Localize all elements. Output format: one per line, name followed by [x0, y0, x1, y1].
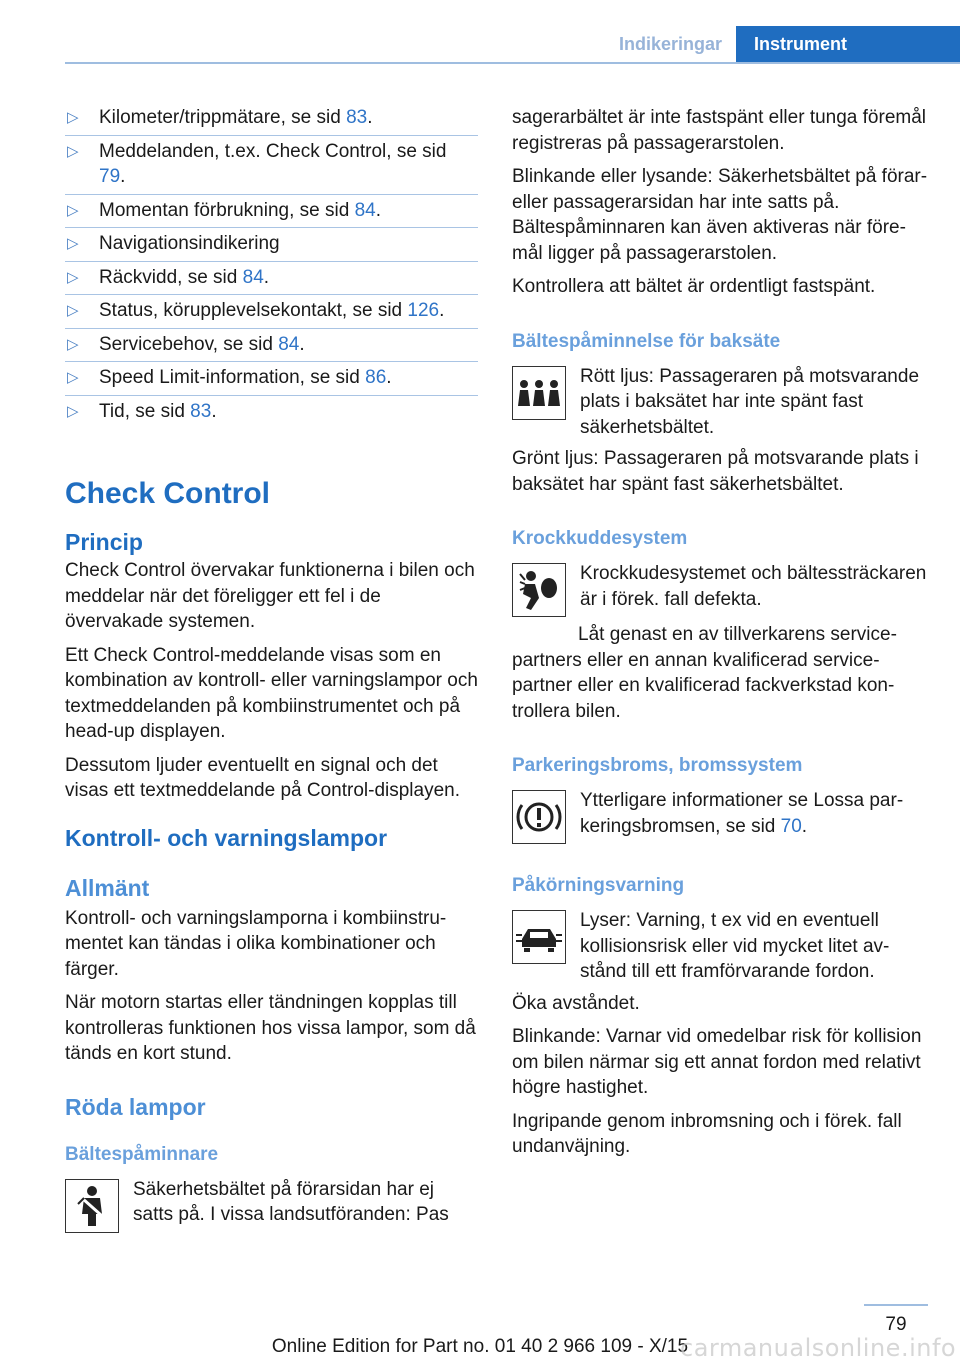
triangle-bullet-icon: ▷	[67, 302, 79, 319]
page-link[interactable]: 79	[99, 166, 121, 187]
collision-paragraph-4: Ingripande genom inbromsning och i förek. fall undanväjning.	[512, 1110, 902, 1157]
list-item: ▷ Kilometer/trippmätare, se sid 83.	[65, 102, 478, 136]
chapter-title: Check Control	[65, 477, 271, 510]
belt-reminder-heading: Bältespåminnare	[65, 1143, 219, 1165]
list-item: ▷ Momentan förbrukning, se sid 84.	[65, 195, 478, 229]
page-link[interactable]: 126	[407, 300, 440, 321]
rear-belt-heading: Bältespåminnelse för baksäte	[512, 330, 781, 352]
princip-paragraph-3: Dessutom ljuder eventuellt en signal och det visas ett textmeddelande på Control-displayen.	[65, 754, 461, 801]
watermark: carmanualsonline.info	[680, 1334, 957, 1362]
page-link[interactable]: 83	[346, 107, 368, 128]
triangle-bullet-icon: ▷	[67, 268, 79, 286]
brake-warning-icon	[512, 790, 566, 844]
brake-text: Ytterligare informationer se Lossa parkeringsbromsen, se sid	[580, 790, 904, 837]
collision-text: Lyser: Varning, t ex vid en eventuell kollisionsrisk eller vid mycket litet avstånd till ett framförvarande fordon.	[580, 910, 890, 982]
list-item: ▷ Servicebehov, se sid 84.	[65, 329, 478, 363]
list-item: ▷ Räckvidd, se sid 84.	[65, 262, 478, 296]
left-column	[65, 102, 478, 1239]
list-item: ▷ Status, körupplevelsekontakt, se sid 126.	[65, 295, 478, 329]
airbag-paragraph-2: Låt genast en av tillverkarens servicepartners eller en annan kvalificerad servicepartner eller en kvalificerad fackverkstad kontrollera bilen.	[512, 624, 897, 722]
list-item: ▷ Speed Limit-information, se sid 86.	[65, 362, 478, 396]
seatbelt-icon	[65, 1179, 119, 1233]
red-lamps-heading: Röda lampor	[65, 1093, 206, 1120]
belt-reminder-paragraph-3: Kontrollera att bältet är ordentligt fastspänt.	[512, 276, 876, 297]
edition-footer: Online Edition for Part no. 01 40 2 966 109 - X/15	[271, 1336, 689, 1357]
page-number: 79	[885, 1314, 907, 1335]
belt-reminder-continued: sagerarbältet är inte fastspänt eller tunga föremål registreras på passagerarstolen.	[512, 107, 927, 154]
page-header	[65, 26, 960, 64]
airbag-heading: Krockkuddesystem	[512, 528, 688, 549]
rear-belt-row	[512, 364, 928, 441]
belt-reminder-row	[65, 1177, 478, 1233]
display-items-list	[65, 102, 478, 428]
page-link[interactable]: 86	[365, 367, 387, 388]
collision-row	[512, 908, 928, 985]
chapter-tab[interactable]: Instrument	[736, 26, 960, 62]
triangle-bullet-icon: ▷	[67, 402, 79, 420]
triangle-bullet-icon: ▷	[67, 335, 79, 353]
section-tab[interactable]: Indikeringar	[618, 34, 722, 54]
page-link[interactable]: 70	[780, 815, 802, 837]
lamps-heading: Kontroll- och varningslampor	[65, 824, 388, 851]
airbag-row	[512, 561, 928, 620]
brake-row: Ytterligare informationer se Lossa parkeringsbromsen, se sid 70.	[512, 788, 928, 844]
triangle-bullet-icon: ▷	[67, 235, 79, 252]
list-item: ▷ Meddelanden, t.ex. Check Control, se sid 79.	[65, 136, 478, 195]
princip-paragraph-2: Ett Check Control-meddelande visas som en kombination av kontroll- eller varningslampor och textmeddelanden på kombiinstrumentet och på head-up displayen.	[65, 644, 478, 742]
general-heading: Allmänt	[65, 874, 150, 901]
princip-paragraph-1: Check Control övervakar funktionerna i bilen och meddelar när det föreligger ett fel i de övervakade systemen.	[65, 560, 475, 632]
list-item: ▷ Navigationsindikering	[65, 228, 478, 262]
brake-heading: Parkeringsbroms, bromssystem	[512, 755, 803, 776]
page-link[interactable]: 84	[278, 333, 300, 355]
triangle-bullet-icon: ▷	[67, 369, 79, 386]
general-paragraph-1: Kontroll- och varningslamporna i kombiinstrumentet kan tändas i olika kombinationer och färger.	[65, 907, 447, 980]
rear-seat-passengers-icon	[512, 366, 566, 420]
collision-warning-icon	[512, 910, 566, 964]
princip-heading: Princip	[65, 529, 143, 555]
collision-paragraph-2: Öka avståndet.	[512, 992, 640, 1014]
collision-heading: Påkörningsvarning	[512, 875, 685, 896]
page-link[interactable]: 84	[354, 199, 376, 221]
belt-reminder-text: Säkerhetsbältet på förarsidan har ej satts på. I vissa landsutföranden: Pas	[133, 1178, 449, 1225]
right-column	[512, 105, 928, 1168]
general-paragraph-2: När motorn startas eller tändningen kopplas till kontrolleras funktionen hos vissa lampor, som då tänds en kort stund.	[65, 992, 476, 1064]
airbag-text: Krockkudesystemet och bältessträckaren är i förek. fall defekta.	[580, 563, 927, 610]
rear-belt-paragraph-2: Grönt ljus: Passageraren på motsvarande plats i baksätet har spänt fast säkerhetsbältet.	[512, 448, 919, 495]
collision-paragraph-3: Blinkande: Varnar vid omedelbar risk för kollision om bilen närmar sig ett annat fordon med relativt högre hastighet.	[512, 1026, 922, 1098]
airbag-icon	[512, 563, 566, 617]
triangle-bullet-icon: ▷	[67, 142, 79, 160]
rear-belt-text: Rött ljus: Passageraren på motsvarande plats i baksätet har inte spänt fast säkerhetsbältet.	[580, 365, 920, 438]
footer-divider	[864, 1304, 928, 1306]
page-link[interactable]: 83	[190, 400, 212, 422]
triangle-bullet-icon: ▷	[67, 109, 79, 126]
triangle-bullet-icon: ▷	[67, 201, 79, 219]
page-link[interactable]: 84	[242, 266, 264, 288]
list-item: ▷ Tid, se sid 83.	[65, 396, 478, 429]
belt-reminder-paragraph-2: Blinkande eller lysande: Säkerhetsbältet på förar- eller passagerarsidan har inte satts på. Bältespåminnaren kan även aktiveras när föremål ligger på passagerarstolen.	[512, 166, 928, 264]
